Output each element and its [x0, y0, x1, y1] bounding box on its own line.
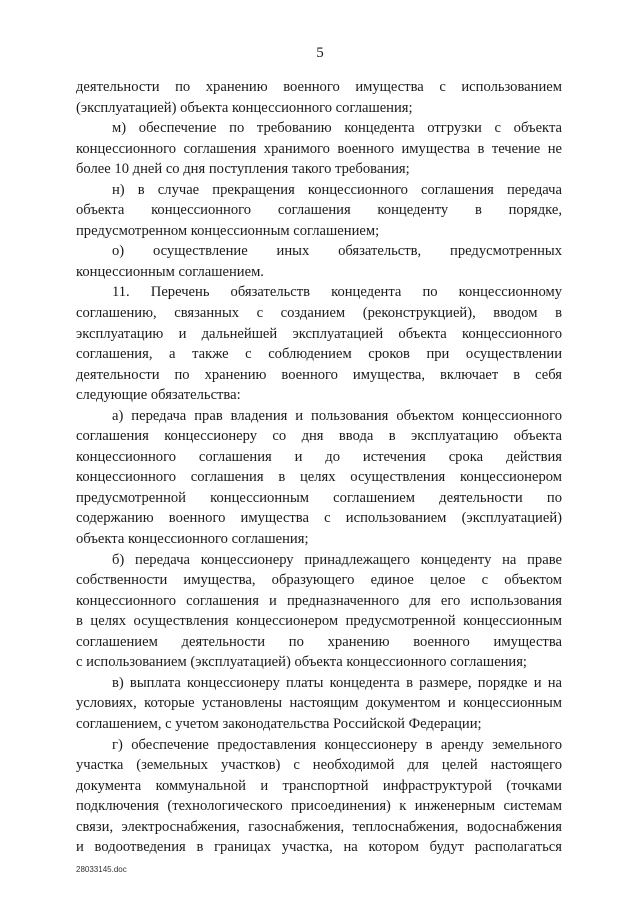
- text-line: соглашению, связанных с созданием (реконструкцией), вводом в: [76, 305, 562, 322]
- text-line: подключения (технологического присоединения) к инженерным системам: [76, 798, 562, 815]
- text-line: соглашением деятельности по хранению военного имущества: [76, 633, 562, 650]
- text-line: м) обеспечение по требованию концедента отгрузки с объекта: [112, 120, 562, 137]
- text-line: в целях осуществления концессионером предусмотренной концессионным: [76, 613, 562, 630]
- text-line: объекта концессионного соглашения концеденту в порядке,: [76, 202, 562, 219]
- text-line: связи, электроснабжения, газоснабжения, теплоснабжения, водоснабжения: [76, 818, 562, 835]
- text-line: (эксплуатацией) объекта концессионного соглашения;: [76, 99, 413, 116]
- text-line: 11. Перечень обязательств концедента по концессионному: [112, 284, 562, 301]
- text-line: более 10 дней со дня поступления такого требования;: [76, 161, 410, 178]
- text-line: деятельности по хранению военного имущества, включает в себя: [76, 366, 562, 383]
- text-line: деятельности по хранению военного имущества с использованием: [76, 79, 562, 95]
- text-line: документа коммунальной и транспортной инфраструктурой (точками: [76, 777, 562, 794]
- text-line: условиях, которые установлены настоящим документом и концессионным: [76, 695, 562, 712]
- text-line: содержанию военного имущества с использованием (эксплуатацией): [76, 510, 562, 527]
- text-line: объекта концессионного соглашения;: [76, 531, 309, 548]
- text-line: соглашением, с учетом законодательства Российской Федерации;: [76, 715, 482, 732]
- text-line: концессионного соглашения в целях осуществления концессионером: [76, 469, 562, 486]
- text-line: г) обеспечение предоставления концессионеру в аренду земельного: [112, 736, 562, 753]
- text-line: предусмотренном концессионным соглашением;: [76, 222, 380, 239]
- text-line: предусмотренной концессионным соглашением деятельности по: [76, 489, 562, 506]
- text-line: н) в случае прекращения концессионного соглашения передача: [112, 181, 562, 198]
- text-line: в) выплата концессионеру платы концедента в размере, порядке и на: [112, 674, 562, 691]
- text-line: участка (земельных участков) с необходимой для целей настоящего: [76, 757, 562, 774]
- text-line: концессионного соглашения и до истечения срока действия: [76, 448, 562, 465]
- document-body: [76, 77, 562, 858]
- text-line: соглашения концессионеру со дня ввода в эксплуатацию объекта: [76, 428, 562, 445]
- text-line: концессионным соглашением.: [76, 263, 264, 280]
- text-line: концессионного соглашения хранимого военного имущества в течение не: [76, 140, 562, 157]
- text-line: концессионного соглашения и предназначенного для его использования: [76, 592, 562, 609]
- text-line: о) осуществление иных обязательств, предусмотренных: [112, 243, 562, 260]
- text-line: а) передача прав владения и пользования объектом концессионного: [112, 407, 562, 424]
- text-line: следующие обязательства:: [76, 387, 241, 404]
- text-line: б) передача концессионеру принадлежащего концеденту на праве: [112, 551, 562, 568]
- text-line: и водоотведения в границах участка, на котором будут располагаться: [76, 839, 562, 856]
- text-line: соглашения, а также с соблюдением сроков при осуществлении: [76, 346, 562, 363]
- file-name-footer: 28033145.doc: [76, 865, 127, 874]
- text-line: с использованием (эксплуатацией) объекта концессионного соглашения;: [76, 654, 527, 671]
- text-line: собственности имущества, образующего единое целое с объектом: [76, 572, 562, 589]
- page-number: 5: [316, 45, 324, 61]
- text-line: эксплуатацию и дальнейшей эксплуатацией объекта концессионного: [76, 325, 562, 342]
